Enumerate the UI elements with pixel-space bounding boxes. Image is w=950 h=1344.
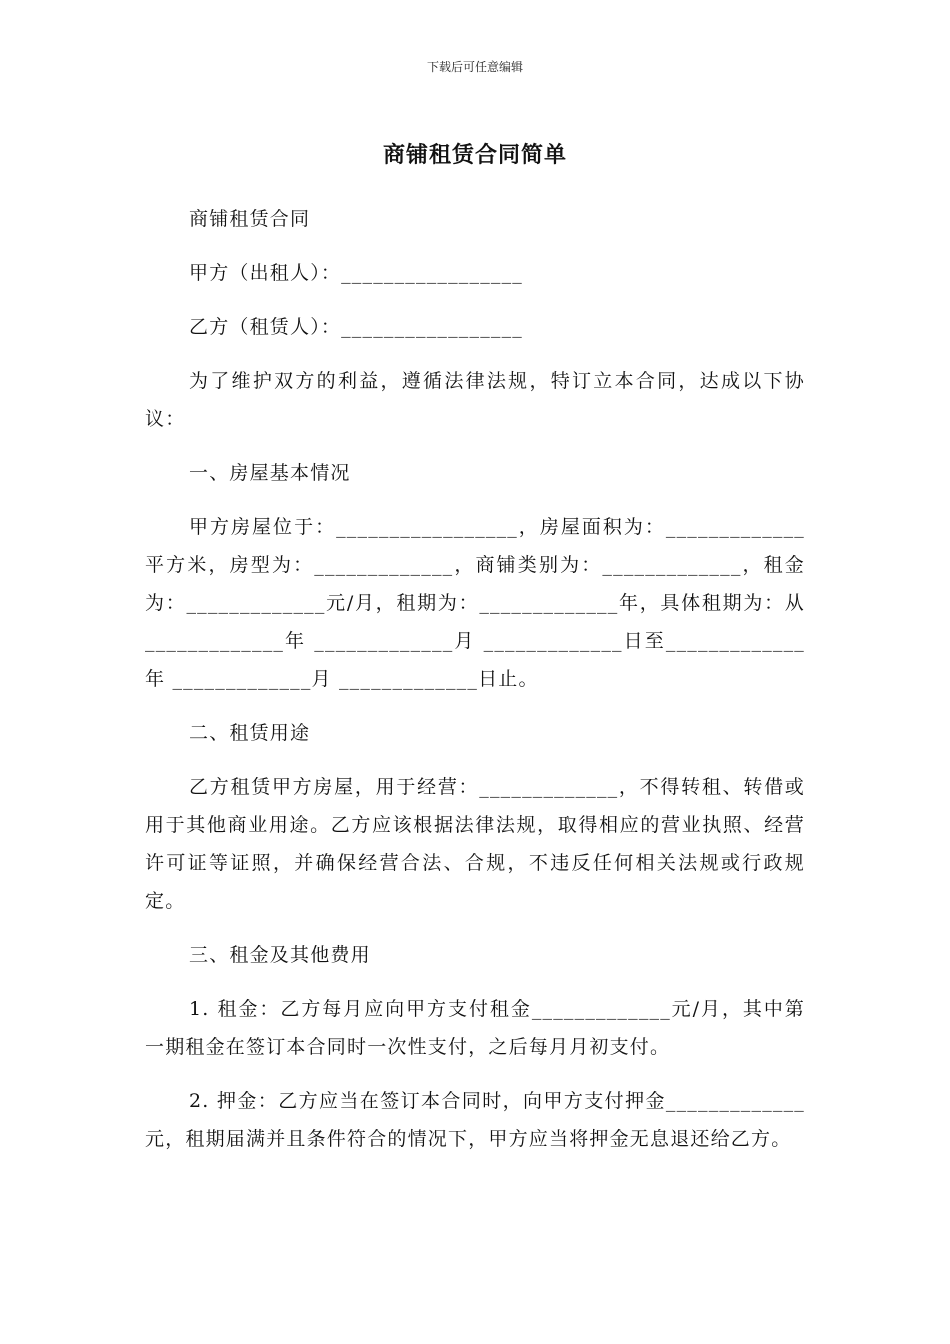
contract-body-flow <box>145 200 805 1174</box>
paragraph-usage: 乙方租赁甲方房屋，用于经营：_____________，不得转租、转借或用于其他商业用途。乙方应该根据法律法规，取得相应的营业执照、经营许可证等证照，并确保经营合法、合规，不违反任何相关法规或行政规定。 <box>145 776 805 912</box>
header-note: 下载后可任意编辑 <box>426 60 523 74</box>
paragraph-preamble: 为了维护双方的利益，遵循法律法规，特订立本合同，达成以下协议： <box>145 370 805 430</box>
paragraph-contract-name: 商铺租赁合同 <box>189 208 311 230</box>
paragraph-deposit: 2. 押金：乙方应当在签订本合同时，向甲方支付押金_____________元，租期届满并且条件符合的情况下，甲方应当将押金无息退还给乙方。 <box>145 1090 805 1150</box>
section-heading-3: 三、租金及其他费用 <box>189 944 371 966</box>
paragraph-property-info: 甲方房屋位于：_________________，房屋面积为：_____________平方米，房型为：_____________，商铺类别为：_____________，租金为：_____________元/月，租期为：_____________年，具体租期为：从 _____________年 _____________月 _____________日至_____________年 _____________月 _____________日止。 <box>145 516 805 690</box>
document-title: 商铺租赁合同简单 <box>382 143 567 168</box>
section-heading-1: 一、房屋基本情况 <box>189 462 351 484</box>
section-heading-2: 二、租赁用途 <box>189 722 311 744</box>
paragraph-party-b: 乙方（租赁人）：_________________ <box>189 316 524 338</box>
paragraph-party-a: 甲方（出租人）：_________________ <box>189 262 524 284</box>
paragraph-rent: 1. 租金：乙方每月应向甲方支付租金_____________元/月，其中第一期租金在签订本合同时一次性支付，之后每月月初支付。 <box>145 998 805 1058</box>
